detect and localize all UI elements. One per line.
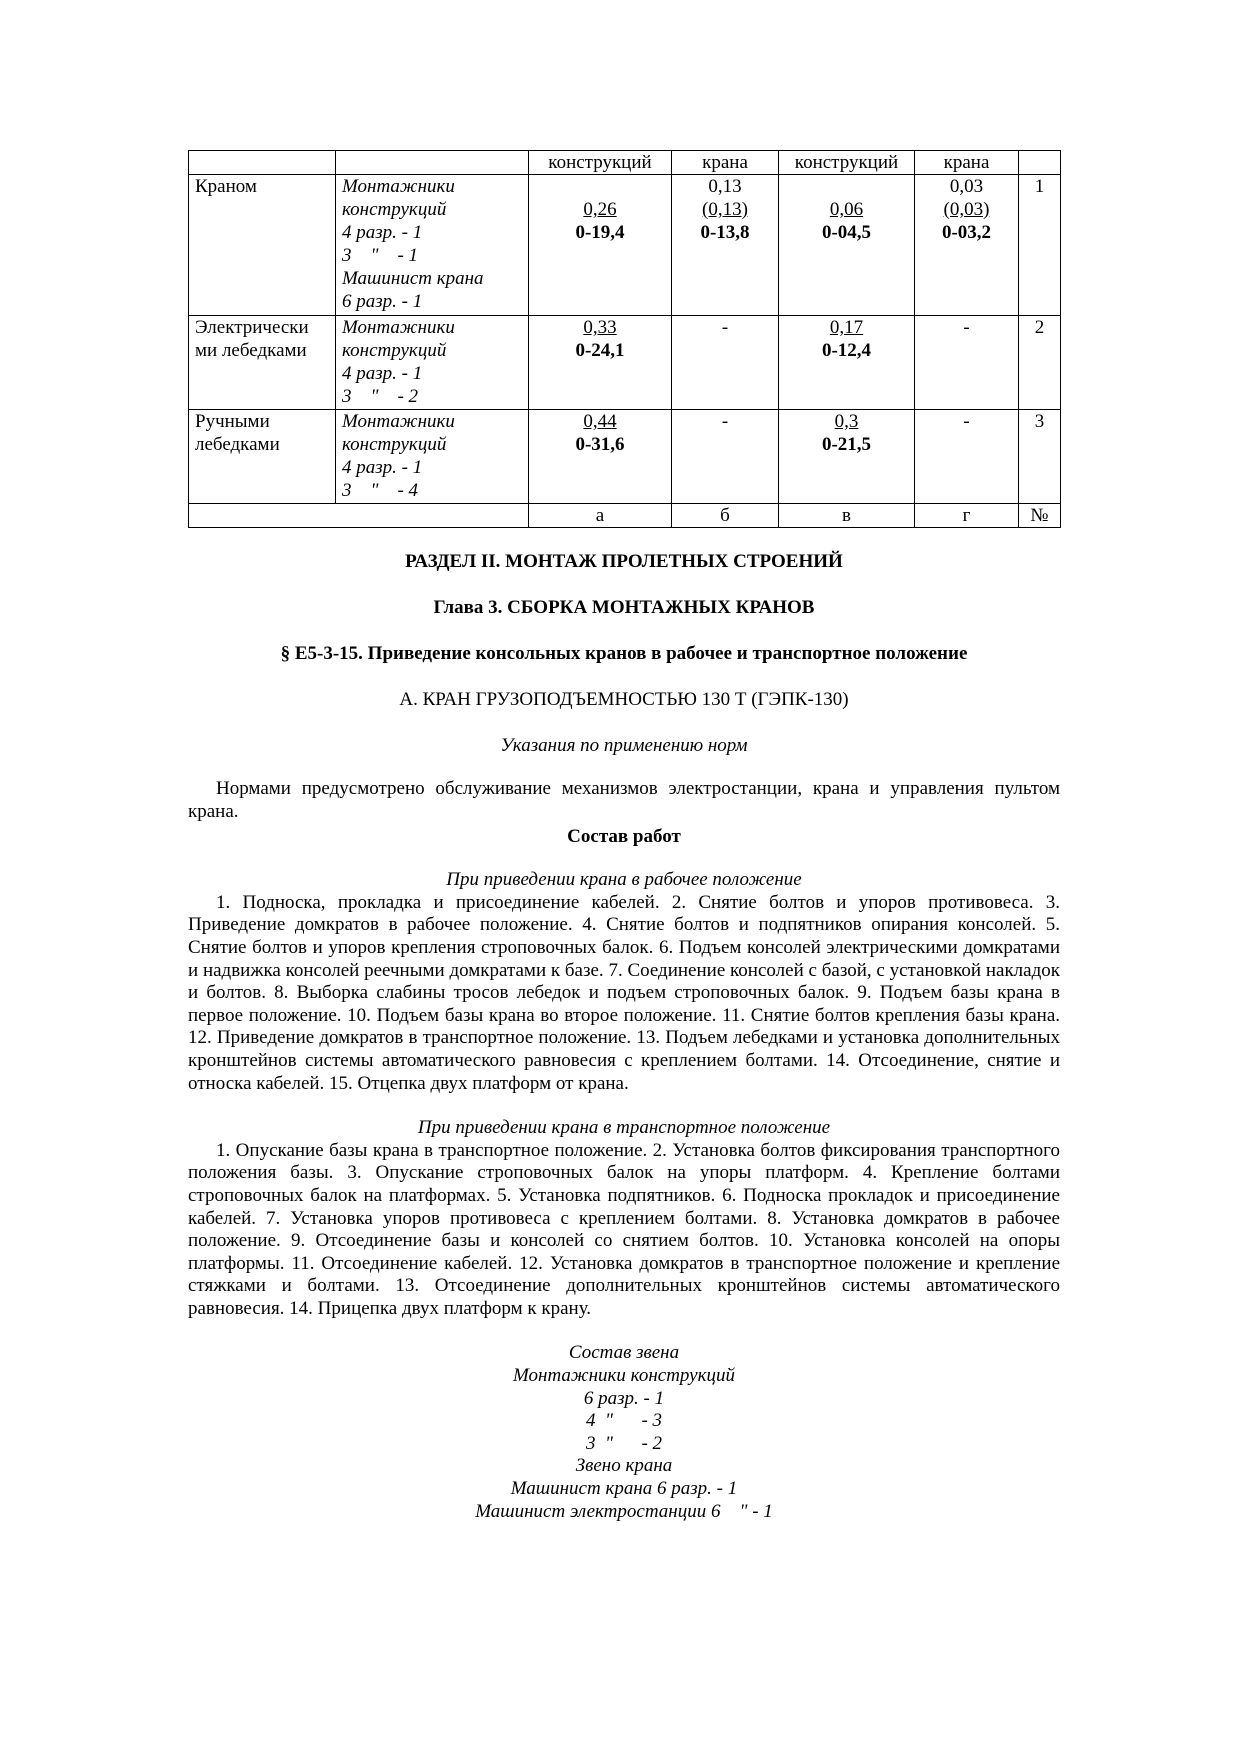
value-cell-b: [672, 175, 779, 316]
crew-cell: [336, 410, 529, 504]
table-header-row: [189, 151, 1061, 175]
footer-cell: а: [529, 504, 672, 528]
value-price: 0-24,1: [575, 340, 625, 361]
crew-line: 4 разр. - 1: [342, 222, 423, 243]
crew-line: 3 " - 4: [342, 480, 419, 501]
header-cell: крана: [672, 151, 779, 175]
crew-line: Машинист крана: [342, 268, 484, 289]
value-cell-v: [779, 410, 915, 504]
crew-composition: [188, 1342, 1060, 1523]
instructions-title: Указания по применению норм: [500, 735, 748, 756]
value-underlined: 0,3: [834, 411, 859, 432]
value-underlined: 0,44: [583, 411, 617, 432]
crew-composition-line: 4 " - 3: [585, 1410, 663, 1432]
working-position-text: 1. Подноска, прокладка и присоединение кабелей. 2. Снятие болтов и упоров противовеса. 3. Приведение домкратов в рабочее положение. 4. Снятие болтов и подпятников опирания консолей. 5. Снятие болтов и упоров крепления строповочных балок. 6. Подъем консолей электрическими домкратами и надвижка консолей реечными домкратами к базе. 7. Соединение консолей с базой, с установкой накладок и болтов. 8. Выборка слабины тросов лебедок и подъем строповочных балок. 9. Подъем базы крана в первое положение. 10. Подъем базы крана во второе положение. 11. Снятие болтов крепления базы крана. 12. Приведение домкратов в транспортное положение. 13. Подъем лебедками и установка дополнительных кронштейнов системы автоматического равновесия с креплением болтами. 14. Отсоединение, снятие и относка кабелей. 15. Отцепка двух платформ от крана.: [188, 891, 1060, 1094]
method-cell: [189, 316, 336, 410]
norms-table: [188, 150, 1061, 528]
value-underlined: (0,13): [702, 199, 748, 220]
value-underlined: 0,06: [829, 199, 864, 220]
crew-composition-line: 6 разр. - 1: [583, 1387, 665, 1409]
footer-empty-cell: [189, 504, 529, 528]
table-row: [189, 410, 1061, 504]
value-underlined: 0,17: [829, 317, 864, 338]
method-cell: [189, 175, 336, 316]
crew-line: 4 разр. - 1: [342, 457, 423, 478]
row-number: 3: [1019, 410, 1061, 504]
paragraph-title: § Е5-3-15. Приведение консольных кранов в рабочее и транспортное положение: [280, 643, 968, 664]
method-cell: [189, 410, 336, 504]
value-cell-g: -: [915, 316, 1019, 410]
method-label: Электрически ми лебедками: [195, 317, 309, 361]
value-underlined: 0,33: [583, 317, 617, 338]
header-cell: [1019, 151, 1061, 175]
value-price: 0-31,6: [575, 434, 625, 455]
crane-title: А. КРАН ГРУЗОПОДЪЕМНОСТЬЮ 130 Т (ГЭПК-130): [399, 689, 849, 710]
table-row: [189, 316, 1061, 410]
value-price: 0-04,5: [821, 222, 872, 243]
value-underlined: 0,26: [583, 199, 617, 220]
table-row: [189, 175, 1061, 316]
method-label: Краном: [195, 176, 257, 197]
header-cell: конструкций: [529, 151, 672, 175]
value-cell-a: [529, 316, 672, 410]
value-cell-b: -: [672, 410, 779, 504]
value-underlined: (0,03): [943, 199, 990, 220]
crew-line: конструкций: [342, 434, 447, 455]
crew-composition-line: Звено крана: [575, 1455, 673, 1477]
crew-cell: [336, 316, 529, 410]
value-cell-v: [779, 175, 915, 316]
working-position-title: При приведении крана в рабочее положение: [446, 869, 802, 891]
value-price: 0-13,8: [700, 222, 750, 243]
footer-cell: б: [672, 504, 779, 528]
value-cell-b: -: [672, 316, 779, 410]
value-price: 0-03,2: [941, 222, 992, 243]
crew-line: 3 " - 1: [342, 245, 419, 266]
value-cell-a: [529, 410, 672, 504]
value-price: 0-21,5: [821, 434, 872, 455]
crew-line: Монтажники: [342, 411, 455, 432]
value-top: [785, 175, 908, 198]
value-top: 0,13: [708, 176, 742, 197]
header-cell: крана: [915, 151, 1019, 175]
crew-composition-line: Монтажники конструкций: [513, 1365, 735, 1387]
crew-cell: [336, 175, 529, 316]
document-page: [188, 150, 1060, 1523]
transport-position-text: 1. Опускание базы крана в транспортное положение. 2. Установка болтов фиксирования транспортного положения базы. 3. Опускание строповочных балок на упоры платформ. 4. Крепление болтами строповочных балок на платформах. 5. Установка подпятников. 6. Подноска прокладок и присоединение кабелей. 7. Установка упоров противовеса с креплением болтами. 8. Установка домкратов в рабочее положение. 9. Отсоединение базы и консолей со снятием болтов. 10. Установка консолей на опоры платформы. 11. Отсоединение кабелей. 12. Установка домкратов в транспортное положение и крепление стяжками и болтами. 13. Отсоединение дополнительных кронштейнов системы автоматического равновесия. 14. Прицепка двух платформ к крану.: [188, 1139, 1060, 1319]
footer-cell: в: [779, 504, 915, 528]
row-number: 1: [1019, 175, 1061, 316]
footer-cell: №: [1019, 504, 1061, 528]
chapter-title: Глава 3. СБОРКА МОНТАЖНЫХ КРАНОВ: [433, 597, 815, 618]
table-footer-row: [189, 504, 1061, 528]
crew-composition-line: Машинист электростанции 6 " - 1: [475, 1500, 773, 1522]
method-label: Ручными лебедками: [195, 411, 280, 455]
value-cell-v: [779, 316, 915, 410]
crew-line: конструкций: [342, 340, 447, 361]
row-number: 2: [1019, 316, 1061, 410]
crew-composition-line: 3 " - 2: [585, 1432, 663, 1454]
value-price: 0-19,4: [575, 222, 625, 243]
crew-line: 6 разр. - 1: [342, 291, 423, 312]
work-title: Состав работ: [567, 826, 681, 848]
value-cell-a: [529, 175, 672, 316]
value-cell-g: -: [915, 410, 1019, 504]
crew-line: конструкций: [342, 199, 447, 220]
value-top: 0,03: [949, 176, 984, 197]
transport-position-title: При приведении крана в транспортное положение: [417, 1117, 831, 1139]
value-price: 0-12,4: [821, 340, 872, 361]
header-cell: [189, 151, 336, 175]
header-cell: [336, 151, 529, 175]
section-title: РАЗДЕЛ II. МОНТАЖ ПРОЛЕТНЫХ СТРОЕНИЙ: [405, 551, 843, 572]
value-top: [535, 175, 665, 198]
crew-composition-line: Состав звена: [568, 1342, 680, 1364]
crew-composition-line: Машинист крана 6 разр. - 1: [510, 1478, 738, 1500]
header-cell: конструкций: [779, 151, 915, 175]
value-cell-g: [915, 175, 1019, 316]
crew-line: Монтажники: [342, 317, 455, 338]
crew-line: 3 " - 2: [342, 386, 419, 407]
footer-cell: г: [915, 504, 1019, 528]
instructions-text: Нормами предусмотрено обслуживание механизмов электростанции, крана и управления пультом крана.: [188, 778, 1060, 822]
crew-line: 4 разр. - 1: [342, 363, 423, 384]
crew-line: Монтажники: [342, 176, 455, 197]
